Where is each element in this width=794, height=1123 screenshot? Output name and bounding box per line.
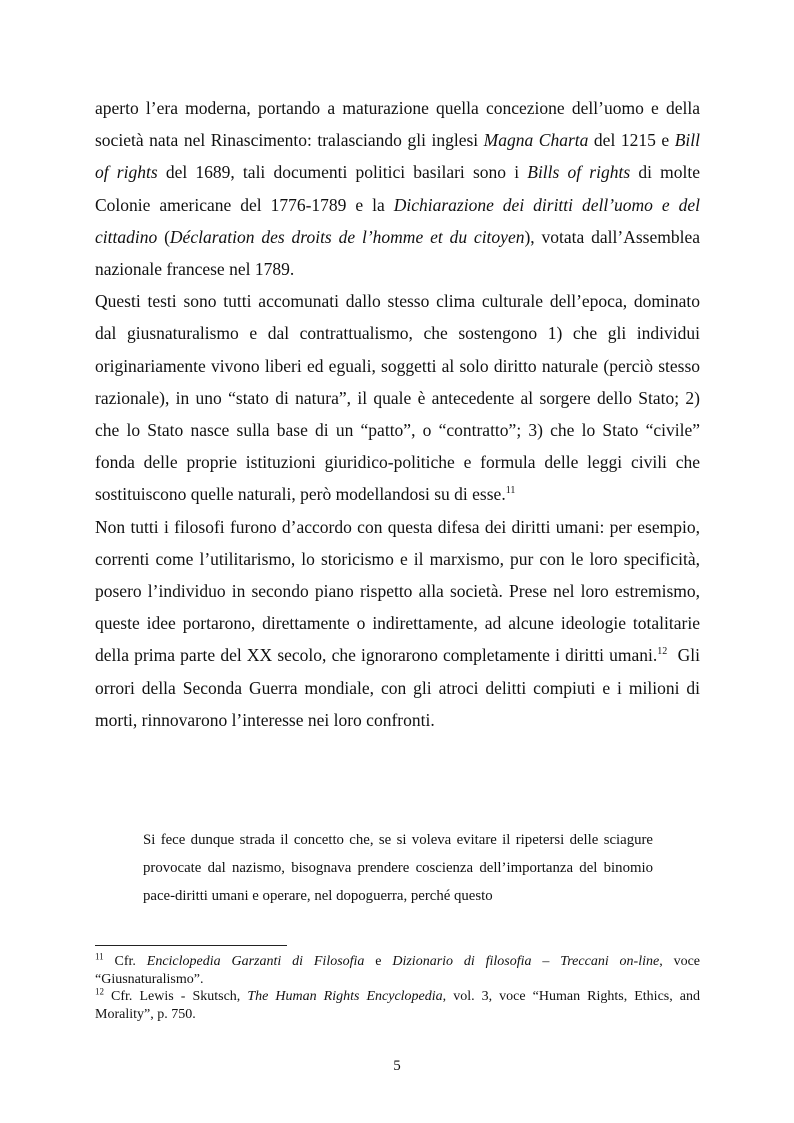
paragraph-1-text-b: del 1215 e	[588, 130, 675, 151]
paragraph-1	[95, 92, 700, 285]
block-quote	[143, 826, 653, 910]
footnote-12	[95, 988, 700, 1023]
bills-of-rights-title: Bills of rights	[527, 162, 631, 183]
dichiarazione-title: Dichiarazione dei diritti dell’uomo e del cittadino	[95, 194, 701, 247]
footnote-text: Cfr.	[103, 954, 147, 969]
bill-of-rights-title: Bill of rights	[95, 130, 700, 183]
paragraph-1-text-a: aperto l’era moderna, portando a maturazione quella concezione dell’uomo e della società nata nel Rinascimento: tralasciando gli inglesi	[95, 98, 700, 151]
paragraph-1-text-c: del 1689, tali documenti politici basilari sono i	[157, 162, 528, 183]
paragraph-1-text-e: (	[157, 226, 170, 247]
footnote-text: , vol. 3, voce “Human Rights, Ethics, and Morality”, p. 750.	[95, 989, 700, 1022]
footnote-title: Dizionario di filosofia – Treccani on-line	[392, 954, 660, 969]
block-quote-text: Si fece dunque strada il concetto che, se si voleva evitare il ripetersi delle sciagure provocate dal nazismo, bisognava prendere coscienza dell’importanza del binomio pace-diritti umani e operare, nel dopoguerra, perché questo	[143, 832, 653, 904]
footnote-text: , voce “Giusnaturalismo”.	[95, 954, 700, 987]
footnotes	[95, 953, 700, 1023]
footnote-title: Enciclopedia Garzanti di Filosofia	[146, 954, 365, 969]
footnote-number: 11	[95, 951, 104, 962]
footnote-text: Cfr. Lewis - Skutsch,	[104, 989, 248, 1004]
body-text	[95, 92, 705, 736]
paragraph-3-text-b: Gli orrori della Seconda Guerra mondiale, con gli atroci delitti compiuti e i milioni di morti, rinnovarono l’interesse nei loro confronti.	[95, 645, 705, 730]
page-number: 5	[393, 1058, 401, 1074]
footnote-separator	[95, 945, 287, 946]
footnote-number: 12	[95, 986, 104, 997]
footnote-title: The Human Rights Encyclopedia	[247, 989, 443, 1004]
paragraph-3-text-a: Non tutti i filosofi furono d’accordo con questa difesa dei diritti umani: per esempio, correnti come l’utilitarismo, lo storicismo e il marxismo, pur con le loro specificità, posero l’individuo in secondo piano rispetto alla società. Prese nel loro estremismo, queste idee portarono, direttamente o indirettamente, ad alcune ideologie totalitarie della prima parte del XX secolo, che ignorarono completamente i diritti umani.	[95, 516, 700, 666]
paragraph-3	[95, 511, 705, 736]
footnote-text: e	[364, 954, 393, 969]
paragraph-2	[95, 285, 700, 510]
paragraph-1-text-f: ), votata dall’Assemblea nazionale francese nel 1789.	[95, 226, 701, 280]
declaration-title: Déclaration des droits de l’homme et du citoyen	[169, 226, 525, 247]
paragraph-1-text-d: di molte Colonie americane del 1776-1789 e la	[95, 162, 700, 215]
paragraph-2-text: Questi testi sono tutti accomunati dallo stesso clima culturale dell’epoca, dominato dal giusnaturalismo e dal contrattualismo, che sostengono 1) che gli individui originariamente vivono liberi ed eguali, soggetti al solo diritto naturale (perciò stesso razionale), in uno “stato di natura”, il quale è antecedente al sorgere dello Stato; 2) che lo Stato nasce sulla base di un “patto”, o “contratto”; 3) che lo Stato “civile” fonda delle proprie istituzioni giuridico-politiche e formula delle leggi civili che sostituiscono quelle naturali, però modellandosi su di esse.	[95, 291, 700, 505]
footnote-ref-12[interactable]: 12	[657, 646, 668, 658]
magna-charta-title: Magna Charta	[483, 130, 589, 151]
footnote-ref-11[interactable]: 11	[505, 485, 516, 497]
footnote-11	[95, 953, 700, 988]
